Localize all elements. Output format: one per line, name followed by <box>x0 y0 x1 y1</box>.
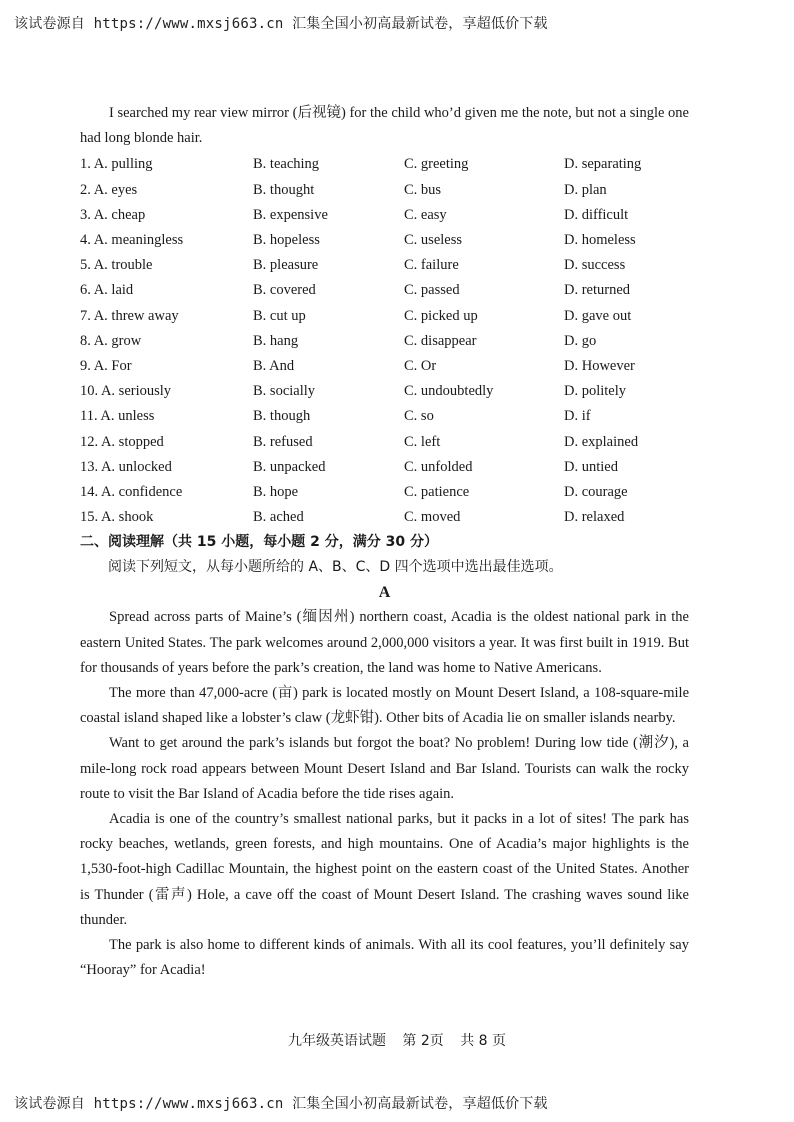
footer-page-number: 第 2页 <box>402 1033 444 1049</box>
cloze-option-a: 1. A. pulling <box>80 156 153 173</box>
cloze-option-a: 2. A. eyes <box>80 181 138 198</box>
cloze-option-row <box>80 455 689 480</box>
cloze-option-c: C. Or <box>404 358 437 375</box>
cloze-option-a: 6. A. laid <box>80 282 134 299</box>
cloze-option-d: D. untied <box>564 458 618 475</box>
cloze-option-c: C. patience <box>404 484 470 501</box>
passage-a-title: A <box>378 584 391 602</box>
passage-a-paragraph: Acadia is one of the country’s smallest national parks, but it packs in a lot of sites! The park has rocky beaches, wetlands, green forests, and high mountains. One of Acadia’s major highlights is the 1,530-foot-high Cadillac Mountain, the highest point on the eastern coast of the United States. Another is Thunder (雷声) Hole, a cave off the coast of Mount Desert Island. The crashing waves sound like thunder. <box>80 811 689 928</box>
cloze-option-a: 11. A. unless <box>80 408 155 425</box>
cloze-option-c: C. useless <box>404 232 462 249</box>
cloze-option-row <box>80 404 689 429</box>
cloze-option-b: B. And <box>253 358 295 375</box>
footer-total-pages: 共 8 页 <box>460 1033 507 1049</box>
cloze-option-b: B. thought <box>253 181 315 198</box>
cloze-option-a: 3. A. cheap <box>80 206 146 223</box>
cloze-option-d: D. homeless <box>564 232 636 249</box>
footer-subject: 九年级英语试题 <box>287 1033 386 1049</box>
cloze-option-a: 14. A. confidence <box>80 484 183 501</box>
cloze-option-a: 7. A. threw away <box>80 307 179 324</box>
cloze-option-b: B. expensive <box>253 206 328 223</box>
cloze-option-c: C. picked up <box>404 307 478 324</box>
cloze-option-row <box>80 480 689 505</box>
cloze-option-row <box>80 152 689 177</box>
cloze-option-c: C. undoubtedly <box>404 383 494 400</box>
source-banner-bottom: 该试卷源自 https://www.mxsj663.cn 汇集全国小初高最新试卷，享超低价下载 <box>14 1096 548 1112</box>
cloze-option-d: D. However <box>564 358 635 375</box>
cloze-option-c: C. left <box>404 433 441 450</box>
passage-a-paragraph: The park is also home to different kinds of animals. With all its cool features, you’ll definitely say “Hooray” for Acadia! <box>80 937 689 979</box>
cloze-option-d: D. success <box>564 257 626 274</box>
cloze-options-list <box>80 152 689 530</box>
cloze-option-row <box>80 430 689 455</box>
cloze-option-a: 12. A. stopped <box>80 433 164 450</box>
cloze-option-c: C. bus <box>404 181 442 198</box>
cloze-option-d: D. courage <box>564 484 628 501</box>
reading-section-instruction: 阅读下列短文，从每小题所给的 A、B、C、D 四个选项中选出最佳选项。 <box>108 559 563 576</box>
exam-page-content <box>80 101 689 984</box>
cloze-option-b: B. unpacked <box>253 458 326 475</box>
cloze-option-b: B. cut up <box>253 307 306 324</box>
cloze-option-row <box>80 178 689 203</box>
cloze-option-c: C. failure <box>404 257 459 274</box>
cloze-option-b: B. pleasure <box>253 257 319 274</box>
source-banner-top: 该试卷源自 https://www.mxsj663.cn 汇集全国小初高最新试卷，享超低价下载 <box>14 16 548 32</box>
cloze-option-d: D. difficult <box>564 206 629 223</box>
cloze-option-d: D. separating <box>564 156 642 173</box>
page-footer <box>0 1030 794 1050</box>
cloze-option-row <box>80 505 689 530</box>
cloze-option-d: D. if <box>564 408 591 425</box>
cloze-option-c: C. so <box>404 408 434 425</box>
cloze-option-d: D. relaxed <box>564 509 625 526</box>
cloze-option-c: C. disappear <box>404 332 477 349</box>
cloze-option-b: B. hope <box>253 484 299 501</box>
cloze-option-d: D. gave out <box>564 307 632 324</box>
passage-a-paragraph: The more than 47,000-acre (亩) park is located mostly on Mount Desert Island, a 108-square-mile coastal island shaped like a lobster’s claw (龙虾钳). Other bits of Acadia lie on smaller islands nearby. <box>80 685 689 727</box>
cloze-option-b: B. though <box>253 408 311 425</box>
cloze-option-a: 8. A. grow <box>80 332 142 349</box>
cloze-option-d: D. go <box>564 332 597 349</box>
cloze-option-a: 15. A. shook <box>80 509 154 526</box>
cloze-option-c: C. moved <box>404 509 461 526</box>
cloze-option-c: C. unfolded <box>404 458 473 475</box>
cloze-option-a: 10. A. seriously <box>80 383 172 400</box>
cloze-option-a: 13. A. unlocked <box>80 458 172 475</box>
passage-a-paragraph: Want to get around the park’s islands but forgot the boat? No problem! During low tide (潮汐), a mile-long rock road appears between Mount Desert Island and Bar Island. Tourists can walk the rocky route to visit the Bar Island of Acadia before the tide rises again. <box>80 735 689 802</box>
cloze-option-c: C. greeting <box>404 156 469 173</box>
cloze-option-row <box>80 329 689 354</box>
cloze-option-b: B. socially <box>253 383 316 400</box>
cloze-option-c: C. easy <box>404 206 447 223</box>
cloze-option-row <box>80 354 689 379</box>
passage-a-paragraph: Spread across parts of Maine’s (缅因州) northern coast, Acadia is the oldest national park in the eastern United States. The park welcomes around 2,000,000 visitors a year. It was first built in 1919. But for thousands of years before the park’s creation, the land was home to Native Americans. <box>80 609 689 676</box>
cloze-option-b: B. hang <box>253 332 299 349</box>
cloze-option-b: B. hopeless <box>253 232 320 249</box>
cloze-option-a: 9. A. For <box>80 358 132 375</box>
cloze-option-row <box>80 304 689 329</box>
cloze-option-row <box>80 253 689 278</box>
cloze-option-row <box>80 228 689 253</box>
cloze-option-row <box>80 203 689 228</box>
cloze-option-b: B. teaching <box>253 156 320 173</box>
cloze-option-b: B. ached <box>253 509 304 526</box>
cloze-option-b: B. refused <box>253 433 313 450</box>
cloze-option-d: D. explained <box>564 433 639 450</box>
cloze-option-a: 4. A. meaningless <box>80 232 184 249</box>
cloze-option-c: C. passed <box>404 282 460 299</box>
cloze-option-a: 5. A. trouble <box>80 257 153 274</box>
cloze-option-b: B. covered <box>253 282 316 299</box>
reading-section-heading: 二、阅读理解（共 15 小题，每小题 2 分，满分 30 分） <box>80 534 438 551</box>
cloze-option-row <box>80 379 689 404</box>
cloze-passage-ending: I searched my rear view mirror (后视镜) for the child who’d given me the note, but not a single one had long blonde hair. <box>80 105 689 147</box>
cloze-option-d: D. returned <box>564 282 631 299</box>
cloze-option-d: D. politely <box>564 383 627 400</box>
cloze-option-d: D. plan <box>564 181 607 198</box>
cloze-option-row <box>80 278 689 303</box>
